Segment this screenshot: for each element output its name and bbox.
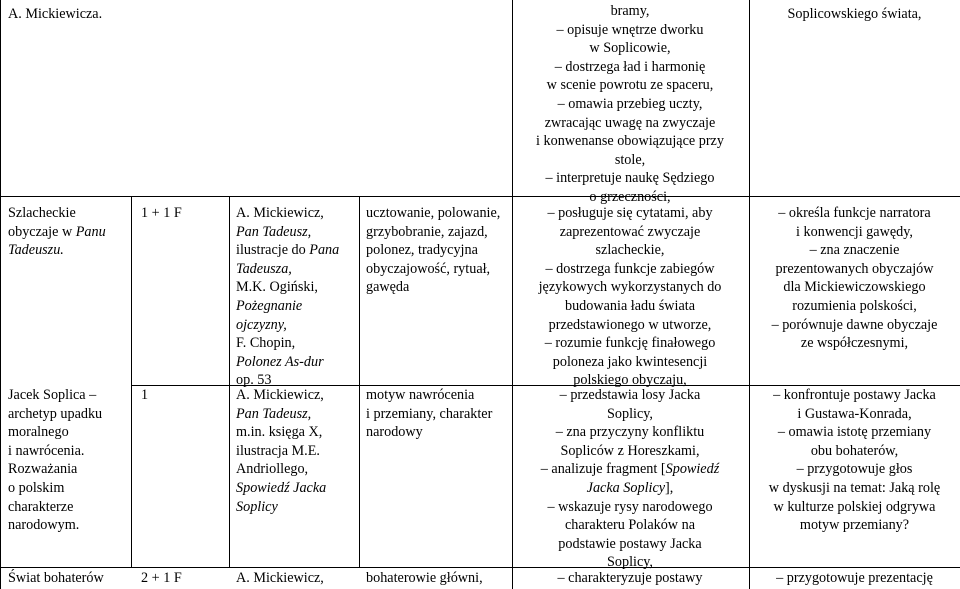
text-line: Pożegnanie (236, 297, 303, 314)
skills-line: – dostrzega funkcje zabiegów (512, 260, 748, 279)
hours-szlacheckie: 1 + 1 F (141, 205, 182, 221)
topic-line: Szlacheckie (8, 205, 76, 221)
skills-line: bramy, (610, 3, 650, 19)
skills-line: Soplicy, (607, 405, 653, 422)
skills-line: Sopliców z Horeszkami, (560, 442, 700, 459)
outcome-line: i Gustawa-Konrada, (797, 405, 912, 422)
skills-jacek (512, 386, 748, 572)
skills-line: – posługuje się cytatami, aby (512, 204, 748, 223)
text-line: m.in. księga X, (236, 424, 323, 441)
outcomes-jacek (749, 386, 960, 535)
outcome-line: w dyskusji na temat: Jaką rolę (768, 479, 941, 496)
topic-line: Rozważania (8, 461, 78, 478)
concept-line: gawęda (366, 279, 410, 296)
topic-line: moralnego (8, 424, 69, 441)
skills-line: – analizuje fragment [Spowiedź (512, 460, 748, 479)
skills-line: przedstawionego w utworze, (548, 316, 712, 333)
outcome-line: – omawia istotę przemiany (749, 423, 960, 442)
text-line: Tadeusza, (236, 260, 292, 277)
skills-line: – zna przyczyny konfliktu (512, 423, 748, 442)
outcome-line: – zna znaczenie (749, 241, 960, 260)
outcome-line: obu bohaterów, (810, 442, 899, 459)
skills-line: – przedstawia losy Jacka (512, 386, 748, 405)
hours-swiat-bohaterow: 2 + 1 F (141, 570, 182, 586)
text-line: ilustracje do Pana (236, 242, 340, 259)
top-outcomes: Soplicowskiego świata, (787, 6, 922, 22)
skills-swiat-bohaterow: – charakteryzuje postawy (512, 569, 748, 588)
skills-line: – omawia przebieg uczty, (512, 95, 748, 114)
column-divider-2 (229, 196, 230, 567)
skills-line: Soplicy, (607, 554, 653, 571)
outcome-line: – określa funkcje narratora (749, 204, 960, 223)
outcomes-swiat-bohaterow: – przygotowuje prezentację (749, 569, 960, 588)
outcome-line: w kulturze polskiej odgrywa (773, 498, 936, 515)
skills-szlacheckie (512, 204, 748, 390)
topic-line: o polskim (8, 479, 65, 496)
outcome-line: motyw przemiany? (799, 517, 910, 534)
outcome-line: rozumienia polskości, (792, 297, 917, 314)
text-line: M.K. Ogiński, (236, 279, 318, 296)
concept-line: narodowy (366, 424, 423, 441)
outcome-line: – porównuje dawne obyczaje (749, 316, 960, 335)
topic-line: archetyp upadku (8, 405, 103, 422)
concepts-swiat-bohaterow: bohaterowie główni, (366, 570, 483, 586)
outcome-line: – konfrontuje postawy Jacka (749, 386, 960, 405)
topic-swiat-bohaterow: Świat bohaterów (8, 570, 104, 586)
skills-line: stole, (614, 151, 646, 168)
concept-line: obyczajowość, rytuał, (366, 260, 491, 277)
skills-line: zaprezentować zwyczaje (559, 223, 701, 240)
row-divider-3 (0, 567, 960, 568)
text-line: op. 53 (236, 372, 272, 389)
top-skills-cell (512, 2, 748, 207)
skills-line: podstawie postawy Jacka (558, 535, 702, 552)
topic-line: obyczaje w Panu (8, 223, 106, 240)
topic-line: i nawrócenia. (8, 442, 85, 459)
column-divider-3 (359, 196, 360, 567)
skills-line: – opisuje wnętrze dworku (512, 21, 748, 40)
text-line: Pan Tadeusz, (236, 405, 312, 422)
concepts-jacek (366, 386, 512, 442)
skills-line: charakteru Polaków na (564, 517, 695, 534)
skills-line: w Soplicowie, (589, 40, 671, 57)
skills-line: o grzeczności, (589, 188, 671, 205)
concept-line: motyw nawrócenia (366, 387, 475, 403)
text-line: A. Mickiewicz, (236, 387, 324, 403)
outcomes-szlacheckie (749, 204, 960, 353)
topic-line: narodowym. (8, 517, 80, 534)
outcome-line: prezentowanych obyczajów (775, 260, 934, 277)
texts-szlacheckie (236, 204, 358, 390)
column-divider-1 (131, 196, 132, 567)
skills-line: poloneza jako kwintesencji (552, 353, 708, 370)
skills-line: – interpretuje naukę Sędziego (512, 169, 748, 188)
outcome-line: dla Mickiewiczowskiego (783, 279, 926, 296)
text-line: ojczyzny, (236, 316, 287, 333)
row-divider-1 (0, 196, 960, 197)
outcome-line: ze współczesnymi, (800, 335, 909, 352)
topic-szlacheckie (8, 204, 130, 260)
skills-line: w scenie powrotu ze spaceru, (546, 77, 714, 94)
table-border-left (0, 0, 1, 589)
skills-line: szlacheckie, (595, 242, 665, 259)
concepts-szlacheckie (366, 204, 512, 297)
skills-line: Jacka Soplicy], (586, 479, 674, 496)
topic-line: Jacek Soplica – (8, 387, 97, 403)
text-line: Soplicy (236, 498, 278, 515)
skills-line: – rozumie funkcję finałowego (512, 334, 748, 353)
topic-jacek (8, 386, 130, 535)
text-line: Pan Tadeusz, (236, 223, 312, 240)
text-line: Polonez As-dur (236, 353, 324, 370)
topic-line: Tadeuszu. (8, 242, 64, 259)
concept-line: i przemiany, charakter (366, 405, 493, 422)
texts-jacek (236, 386, 358, 516)
skills-line: budowania ładu świata (564, 297, 695, 314)
outcome-line: i konwencji gawędy, (796, 223, 913, 240)
skills-line: językowych wykorzystanych do (538, 279, 722, 296)
concept-line: ucztowanie, polowanie, (366, 205, 501, 221)
skills-line: – dostrzega ład i harmonię (512, 58, 748, 77)
text-line: ilustracja M.E. (236, 442, 320, 459)
skills-line: polskiego obyczaju, (573, 372, 687, 389)
outcome-line: – przygotowuje głos (749, 460, 960, 479)
hours-jacek: 1 (141, 387, 149, 403)
top-author: A. Mickiewicza. (8, 6, 103, 22)
concept-line: polonez, tradycyjna (366, 242, 478, 259)
text-line: F. Chopin, (236, 335, 296, 352)
texts-swiat-bohaterow: A. Mickiewicz, (236, 570, 324, 586)
skills-line: zwracając uwagę na zwyczaje (544, 114, 716, 131)
text-line: Andriollego, (236, 461, 309, 478)
text-line: A. Mickiewicz, (236, 205, 324, 221)
concept-line: grzybobranie, zajazd, (366, 223, 488, 240)
skills-line: – wskazuje rysy narodowego (512, 498, 748, 517)
text-line: Spowiedź Jacka (236, 479, 327, 496)
skills-line: i konwenanse obowiązujące przy (536, 133, 724, 150)
topic-line: charakterze (8, 498, 74, 515)
